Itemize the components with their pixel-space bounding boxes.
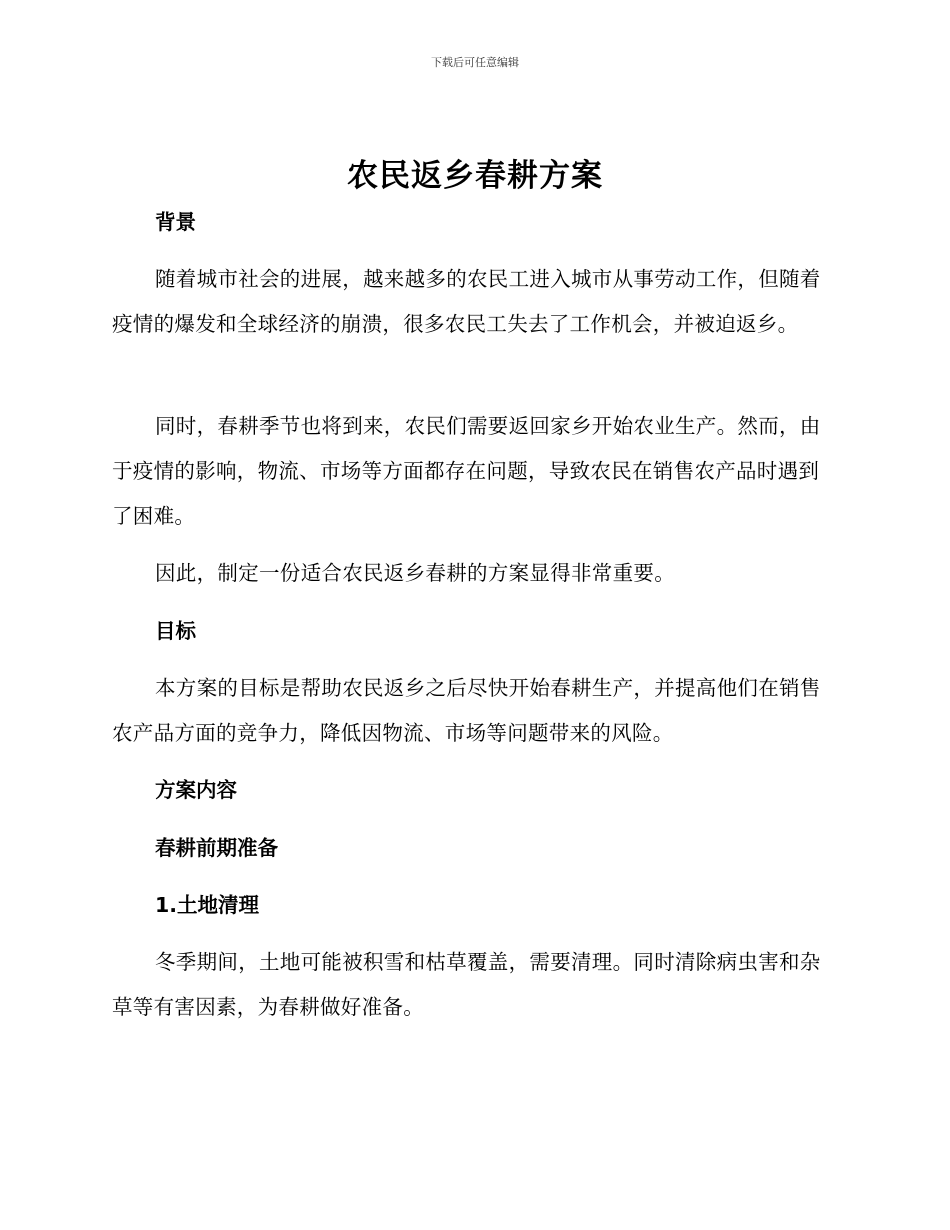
section-heading-background: 背景 [155, 210, 196, 234]
header-note: 下载后可任意编辑 [431, 56, 519, 69]
section-heading-prep: 春耕前期准备 [155, 836, 278, 860]
paragraph-goal-1: 本方案的目标是帮助农民返乡之后尽快开始春耕生产，并提高他们在销售农产品方面的竞争力，降低因物流、市场等问题带来的风险。 [112, 676, 821, 745]
section-heading-goal: 目标 [155, 619, 196, 643]
document-title: 农民返乡春耕方案 [347, 158, 603, 194]
paragraph-background-3: 因此，制定一份适合农民返乡春耕的方案显得非常重要。 [155, 561, 675, 585]
paragraph-background-1: 随着城市社会的进展，越来越多的农民工进入城市从事劳动工作，但随着疫情的爆发和全球经济的崩溃，很多农民工失去了工作机会，并被迫返乡。 [112, 267, 821, 336]
paragraph-step1-1: 冬季期间，土地可能被积雪和枯草覆盖，需要清理。同时清除病虫害和杂草等有害因素，为春耕做好准备。 [112, 950, 821, 1019]
section-heading-plan: 方案内容 [155, 778, 237, 802]
section-heading-step1: 1.土地清理 [155, 893, 260, 917]
paragraph-background-2: 同时，春耕季节也将到来，农民们需要返回家乡开始农业生产。然而，由于疫情的影响，物流、市场等方面都存在问题，导致农民在销售农产品时遇到了困难。 [112, 414, 821, 528]
